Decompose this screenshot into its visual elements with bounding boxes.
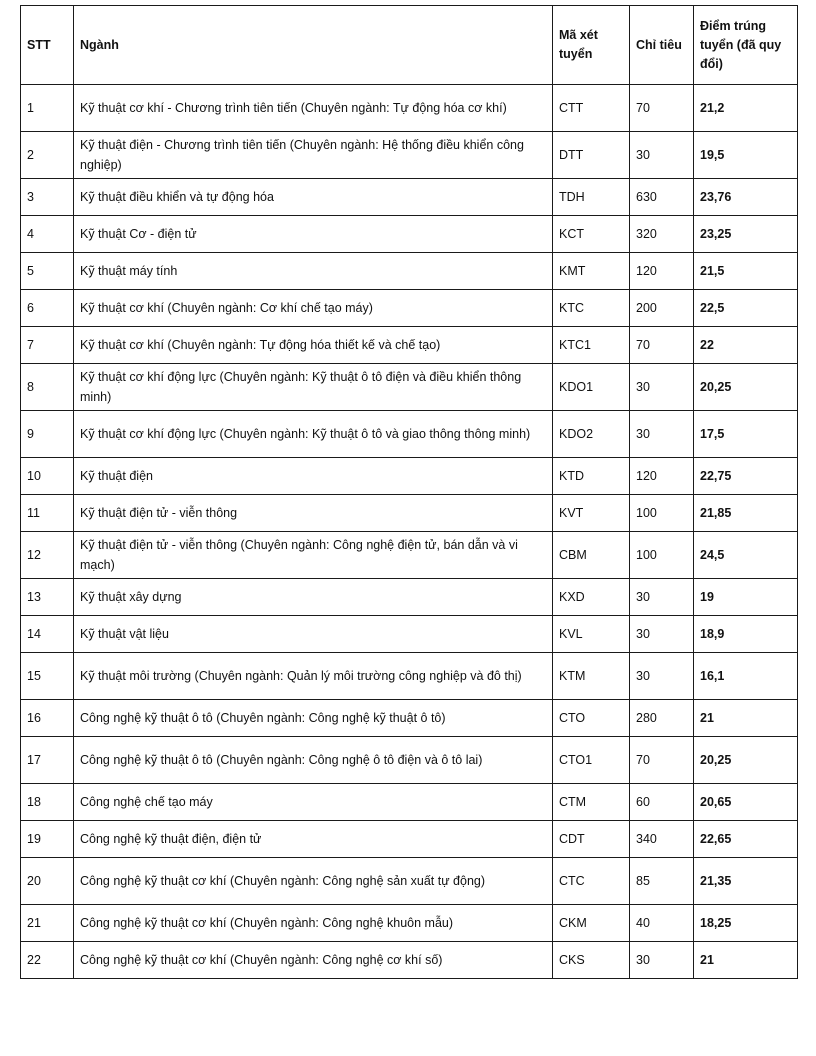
cell-ma-xet-tuyen: CTO [553,700,630,737]
table-body [21,85,798,979]
cell-stt: 1 [21,85,74,132]
cell-ma-xet-tuyen: KVL [553,616,630,653]
cell-diem: 17,5 [694,411,798,458]
cell-chi-tieu: 280 [630,700,694,737]
table-row [21,579,798,616]
cell-diem: 23,25 [694,216,798,253]
cell-nganh: Kỹ thuật vật liệu [74,616,553,653]
cell-diem: 21,85 [694,495,798,532]
table-row [21,616,798,653]
table-row [21,784,798,821]
cell-chi-tieu: 200 [630,290,694,327]
cell-diem: 22,65 [694,821,798,858]
table-row [21,458,798,495]
cell-ma-xet-tuyen: KTC1 [553,327,630,364]
cell-nganh: Kỹ thuật cơ khí - Chương trình tiên tiến (Chuyên ngành: Tự động hóa cơ khí) [74,85,553,132]
cell-diem: 23,76 [694,179,798,216]
cell-diem: 22,5 [694,290,798,327]
cell-nganh: Công nghệ kỹ thuật cơ khí (Chuyên ngành: Công nghệ sản xuất tự động) [74,858,553,905]
cell-diem: 21,35 [694,858,798,905]
cell-chi-tieu: 70 [630,737,694,784]
cell-diem: 20,25 [694,737,798,784]
table-row [21,411,798,458]
cell-nganh: Kỹ thuật điện tử - viễn thông [74,495,553,532]
cell-ma-xet-tuyen: CDT [553,821,630,858]
table-row [21,364,798,411]
cell-stt: 2 [21,132,74,179]
admission-scores-table [20,5,798,979]
cell-diem: 22,75 [694,458,798,495]
cell-chi-tieu: 40 [630,905,694,942]
cell-stt: 13 [21,579,74,616]
cell-chi-tieu: 630 [630,179,694,216]
cell-chi-tieu: 60 [630,784,694,821]
cell-chi-tieu: 100 [630,532,694,579]
table-row [21,132,798,179]
table-row [21,179,798,216]
cell-chi-tieu: 30 [630,942,694,979]
cell-nganh: Công nghệ kỹ thuật ô tô (Chuyên ngành: Công nghệ ô tô điện và ô tô lai) [74,737,553,784]
cell-chi-tieu: 30 [630,132,694,179]
cell-ma-xet-tuyen: TDH [553,179,630,216]
cell-nganh: Kỹ thuật điện tử - viễn thông (Chuyên ngành: Công nghệ điện tử, bán dẫn và vi mạch) [74,532,553,579]
cell-stt: 8 [21,364,74,411]
cell-chi-tieu: 120 [630,253,694,290]
cell-chi-tieu: 70 [630,85,694,132]
cell-ma-xet-tuyen: KTM [553,653,630,700]
cell-stt: 19 [21,821,74,858]
cell-stt: 22 [21,942,74,979]
cell-diem: 21 [694,942,798,979]
cell-nganh: Kỹ thuật Cơ - điện tử [74,216,553,253]
cell-ma-xet-tuyen: KDO2 [553,411,630,458]
cell-chi-tieu: 30 [630,616,694,653]
cell-diem: 18,9 [694,616,798,653]
cell-ma-xet-tuyen: KCT [553,216,630,253]
cell-diem: 22 [694,327,798,364]
cell-ma-xet-tuyen: CTO1 [553,737,630,784]
cell-stt: 10 [21,458,74,495]
cell-diem: 18,25 [694,905,798,942]
cell-diem: 16,1 [694,653,798,700]
cell-chi-tieu: 30 [630,653,694,700]
cell-stt: 5 [21,253,74,290]
cell-stt: 9 [21,411,74,458]
table-row [21,253,798,290]
table-row [21,858,798,905]
cell-nganh: Công nghệ kỹ thuật điện, điện tử [74,821,553,858]
cell-stt: 18 [21,784,74,821]
table-row [21,905,798,942]
cell-stt: 16 [21,700,74,737]
cell-chi-tieu: 100 [630,495,694,532]
table-row [21,216,798,253]
cell-stt: 15 [21,653,74,700]
cell-chi-tieu: 70 [630,327,694,364]
table-row [21,327,798,364]
cell-nganh: Kỹ thuật điện [74,458,553,495]
table-row [21,495,798,532]
cell-chi-tieu: 30 [630,364,694,411]
table-row [21,532,798,579]
cell-chi-tieu: 320 [630,216,694,253]
table-row [21,653,798,700]
header-ma-xet-tuyen: Mã xét tuyển [553,6,630,85]
cell-ma-xet-tuyen: CTT [553,85,630,132]
cell-stt: 14 [21,616,74,653]
cell-diem: 19,5 [694,132,798,179]
cell-nganh: Kỹ thuật máy tính [74,253,553,290]
cell-nganh: Kỹ thuật xây dựng [74,579,553,616]
cell-stt: 4 [21,216,74,253]
table-row [21,85,798,132]
cell-stt: 7 [21,327,74,364]
cell-stt: 21 [21,905,74,942]
header-chi-tieu: Chỉ tiêu [630,6,694,85]
cell-chi-tieu: 340 [630,821,694,858]
cell-ma-xet-tuyen: DTT [553,132,630,179]
cell-nganh: Kỹ thuật điều khiển và tự động hóa [74,179,553,216]
table-row [21,737,798,784]
cell-chi-tieu: 120 [630,458,694,495]
cell-ma-xet-tuyen: KTC [553,290,630,327]
cell-diem: 21,2 [694,85,798,132]
cell-nganh: Kỹ thuật cơ khí (Chuyên ngành: Cơ khí chế tạo máy) [74,290,553,327]
cell-chi-tieu: 30 [630,411,694,458]
cell-diem: 20,65 [694,784,798,821]
cell-nganh: Công nghệ chế tạo máy [74,784,553,821]
cell-diem: 19 [694,579,798,616]
cell-ma-xet-tuyen: CTC [553,858,630,905]
header-diem-trung-tuyen: Điểm trúng tuyển (đã quy đổi) [694,6,798,85]
cell-stt: 3 [21,179,74,216]
table-row [21,700,798,737]
table-row [21,942,798,979]
cell-diem: 24,5 [694,532,798,579]
cell-ma-xet-tuyen: CBM [553,532,630,579]
cell-diem: 21,5 [694,253,798,290]
cell-stt: 17 [21,737,74,784]
header-stt: STT [21,6,74,85]
cell-chi-tieu: 30 [630,579,694,616]
cell-diem: 20,25 [694,364,798,411]
cell-nganh: Kỹ thuật cơ khí (Chuyên ngành: Tự động hóa thiết kế và chế tạo) [74,327,553,364]
cell-nganh: Kỹ thuật điện - Chương trình tiên tiến (Chuyên ngành: Hệ thống điều khiển công nghiệp) [74,132,553,179]
cell-stt: 6 [21,290,74,327]
cell-ma-xet-tuyen: CTM [553,784,630,821]
cell-ma-xet-tuyen: KMT [553,253,630,290]
cell-ma-xet-tuyen: CKM [553,905,630,942]
cell-nganh: Kỹ thuật môi trường (Chuyên ngành: Quản lý môi trường công nghiệp và đô thị) [74,653,553,700]
cell-nganh: Công nghệ kỹ thuật cơ khí (Chuyên ngành: Công nghệ cơ khí số) [74,942,553,979]
cell-ma-xet-tuyen: KTD [553,458,630,495]
cell-ma-xet-tuyen: CKS [553,942,630,979]
header-nganh: Ngành [74,6,553,85]
cell-nganh: Kỹ thuật cơ khí động lực (Chuyên ngành: Kỹ thuật ô tô điện và điều khiển thông minh) [74,364,553,411]
cell-nganh: Kỹ thuật cơ khí động lực (Chuyên ngành: Kỹ thuật ô tô và giao thông thông minh) [74,411,553,458]
cell-stt: 20 [21,858,74,905]
cell-nganh: Công nghệ kỹ thuật cơ khí (Chuyên ngành: Công nghệ khuôn mẫu) [74,905,553,942]
cell-diem: 21 [694,700,798,737]
cell-ma-xet-tuyen: KXD [553,579,630,616]
table-row [21,290,798,327]
cell-chi-tieu: 85 [630,858,694,905]
cell-ma-xet-tuyen: KDO1 [553,364,630,411]
header-row [21,6,798,85]
cell-stt: 11 [21,495,74,532]
cell-ma-xet-tuyen: KVT [553,495,630,532]
table-row [21,821,798,858]
cell-stt: 12 [21,532,74,579]
cell-nganh: Công nghệ kỹ thuật ô tô (Chuyên ngành: Công nghệ kỹ thuật ô tô) [74,700,553,737]
